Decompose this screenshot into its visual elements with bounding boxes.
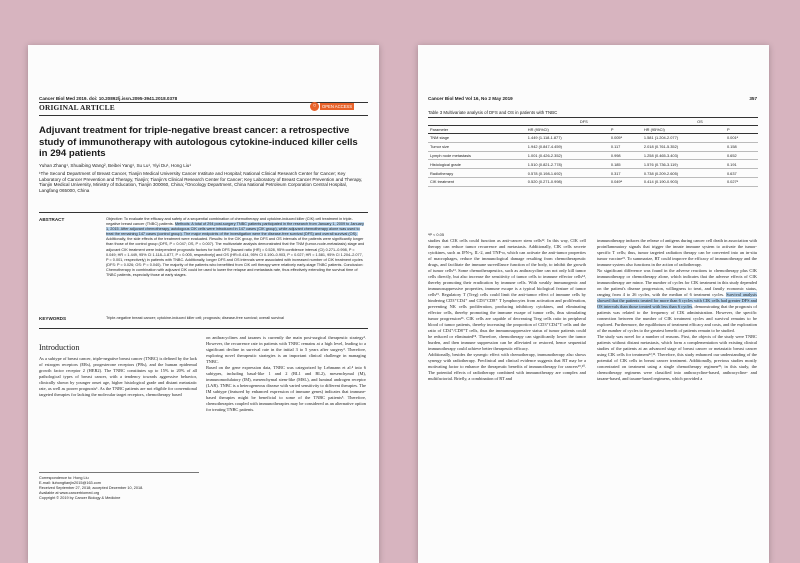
keywords-text: Triple-negative breast cancer; cytokine-induced killer cell; prognosis; disease-free survival; overall survival	[106, 316, 284, 320]
abstract-label: ABSTRACT	[39, 217, 65, 222]
table-group-empty	[428, 118, 526, 126]
author-list: Yuhan Zhang¹, Shuaibing Wang², Beibei Yang¹, Su Lu¹, Yiyi Du¹, Hong Liu¹	[39, 163, 191, 168]
table-group-dfs: DFS	[526, 118, 642, 126]
table-row	[428, 177, 758, 186]
journal-header: Cancer Biol Med 2019. doi: 10.20892/j.issn.2095-3941.2018.0378	[39, 96, 178, 101]
table-cell: 1.581 (1.204-2.077)	[642, 134, 725, 143]
table-row	[428, 134, 758, 143]
article-title: Adjuvant treatment for triple-negative breast cancer: a retrospective study of immunotherapy with autologous cytokine-induced killer cells in 294 patients	[39, 125, 358, 160]
table-group-row	[428, 118, 758, 126]
table-cell: TNM stage	[428, 134, 526, 143]
table-cell: 1.942 (0.847-4.459)	[526, 142, 609, 151]
table-cell: 0.027ᵃ	[725, 177, 758, 186]
discussion-text-b: , demonstrating that the prognosis of patients was related to the frequency of CIK administration. However, the specific connection between the number of CIK treatment cycles and survival remains to be explored. Furthermore, the equilibrium of treatment efficacy and costs, and the exploration of the number of cycles to the greatest benefit of patients remain to be studied. The study was novel for a number of reasons. First, the objects of the study were TNBC patients without distant metastasis, which form a complementation with existing clinical studies of the patients at an advanced stage of breast cancer or metastatic breast cancer using CIK cells for treatment¹²,²². Therefore, this study enhanced our understanding of the potential of CIK cells in breast cancer treatment. Additionally, previous studies mostly concentrated on treatment using a single chemotherapy regimen²³; in this study, the chemotherapy regimens were classified into anthracycline-based, anthracycline- and taxane-based, and taxane-based regimens, which provided a	[597, 304, 758, 381]
page-two	[418, 45, 769, 563]
abstract-rule	[39, 212, 368, 213]
table-cell: 2.018 (0.761-5.352)	[642, 142, 725, 151]
table-cell: 0.001ᵃ	[725, 134, 758, 143]
table-row	[428, 151, 758, 160]
table-cell: 0.652	[725, 151, 758, 160]
table-cell: 0.520 (0.271-0.998)	[526, 177, 609, 186]
table-cell: 0.738 (0.209-2.605)	[642, 169, 725, 178]
intro-column-right: on anthracyclines and taxanes is currently the main post-surgical therapeutic strategy². However, the recurrence rate in patients with TNBC remains at a high level, leading to a significant decline in survival rate in the initial 3 to 5 years after surgery³. Therefore, exploring novel therapeutic strategies is an important clinical challenge in managing TNBC. Based on the gene expression data, TNBC was categorized by Lehmann et al.⁴ into 6 subtypes, including basal-like 1 and 2 (BL1 and BL2), mesenchymal (M), immunomodulatory (IM), mesenchymal stem-like (MSL), and luminal androgen receptor (LAR). TNBC is a heterogeneous disease with varied sensitivity to different therapies. The IM subtype (featured by enhanced expression of immune genes) indicates that immune-based therapies might be beneficial to some of the TNBC patients⁵. Therefore, chemotherapies coupled with immunotherapies may be considered as an alternative option for treating TNBC patients.	[206, 335, 366, 412]
table-cell: Tumor size	[428, 142, 526, 151]
table-header-row	[428, 126, 758, 134]
table-cell: Radiotherapy	[428, 169, 526, 178]
discussion-column-left: studies that CIK cells could function as anti-cancer stem cells¹². In this way, CIK cell therapy can reduce tumor recurrence and metastasis. Additionally, CIK cells secrete cytokines, such as IFN-γ, IL-2, and TNF-α, which can activate the anti-tumor properties of macrophages, reduce the immunological damage resulting from chemotherapeutic drugs, and facilitate the immune surveillance function of the body, to inhibit the growth of tumor cells¹³. Some chemotherapeutics, such as anthracycline can not only kill tumor cells directly, but also increase the sensitivity of tumor cells to immune effector cells¹⁴, thereby promoting their eradication by immune cells. With weakly immunogenic and immunosuppressive properties, immune escape is a typical biological feature of tumor cells¹⁵. Regulatory T (Treg) cells could limit the anti-tumor effect of immune cells by hindering CD3⁺CD4⁺ and CD3⁺CD8⁺ T lymphocytes from activation and proliferation, preventing NK cells proliferation, producing inhibitory cytokines, and eliminating effector cells, thereby promoting the immune escape of tumor cells, thus stimulating tumor progression¹⁶. CIK cells are capable of decreasing Treg cells ratio in peripheral blood of tumor patients, thereby increasing the proportion of CD3⁺CD4⁺T cells and the ratio of CD4⁺/CD8⁺T cells, thus the immunosuppressive status of tumor patients could be reduced or eliminated¹⁸. Therefore, chemotherapy can significantly lower the tumor burden, and then immune suppression can be alleviated or restored, hence sequential immunotherapy could achieve better therapeutic efficacy. Additionally, besides the synergic effect with chemotherapy, immunotherapy also shows synergy with radiotherapy. Preclinical and clinical evidence suggests that RT may be a motivating factor to enhance the therapeutic benefits of immunotherapy for cancers¹⁹,²⁰. The potential effects of radiotherapy combined with immunotherapy are complex and multifactorial. Briefly, a combination of RT and	[428, 238, 586, 381]
table-cell: 1.510 (0.821-2.778)	[526, 160, 609, 169]
table-cell: 0.191	[725, 160, 758, 169]
abstract-methods-highlight: Methods: A total of 294 post-surgery TNBC patients participated in the research from January 1, 2009 to January 1, 2015. After adjuvant chemotherapy, autologous CIK cells were introduced in 147 cases (CIK group), while adjuvant chemotherapy alone was used to treat the remaining 147 cases (control group). The major endpoints of the investigation were the disease-free survival (DFS) and overall survival (OS).	[106, 222, 364, 237]
table-cell: 0.158	[725, 142, 758, 151]
keywords-label: KEYWORDS	[39, 316, 67, 321]
page-number: 357	[749, 96, 757, 101]
keywords-rule	[39, 328, 368, 329]
table-caption: Table 3 Multivariate analysis of DFS and OS in patients with TNBC	[428, 110, 558, 115]
table-cell: 1.258 (0.465-3.403)	[642, 151, 725, 160]
table-footnote: ᵃP < 0.05	[428, 232, 444, 237]
table-cell: 0.117	[609, 142, 642, 151]
journal-header: Cancer Biol Med Vol 16, No 2 May 2019	[428, 96, 513, 101]
table-cell: 0.578 (0.198-1.692)	[526, 169, 609, 178]
intro-column-left: As a subtype of breast cancer, triple-negative breast cancer (TNBC) is defined by the lack of estrogen receptors (ERs), progesterone receptors (PRs), and the human epidermal growth factor receptor 2 (HER2). The TNBC constitutes up to 15% to 20% of all pathological types of breast cancer, with a tendency towards aggressive behavior, clinically shown by younger onset age, higher histological grade and distant metastatic rate, as well as poorer prognosis¹. As the TNBC patients are not eligible for conventional targeted therapies for lacking the molecular target receptors, chemotherapy based	[39, 356, 197, 397]
abstract-conclusion: Conclusion: Chemotherapy in combination with adjuvant CIK could be used to lower the relapse and metastasis rate, thus effectively extending the survival time of TNBC patients, especially those at early stages.	[106, 262, 364, 278]
table-cell: 1.001 (0.426-2.352)	[526, 151, 609, 160]
table-cell: 0.317	[609, 169, 642, 178]
affiliations: ¹The Second Department of Breast Cancer, Tianjin Medical University Cancer Institute and Hospital; National Clinical Research Center for Cancer; Key Laboratory of Cancer Prevention and Therapy, Tianjin; Tianjin's Clinical Research Center for Cancer; Key Laboratory of Breast Cancer Prevention and Therapy, Tianjin Medical University, Ministry of Education, Tianjin 300060, China; ²Oncology Department, China National Petroleum Corporation Central Hospital, Langfang 065000, China	[39, 171, 363, 193]
discussion-column-right	[597, 238, 757, 382]
open-access-badge	[310, 102, 362, 111]
open-lock-icon: ○	[310, 102, 319, 111]
table-cell: 0.185	[609, 160, 642, 169]
table-header: P	[609, 126, 642, 134]
table-cell: 0.049ᵃ	[609, 177, 642, 186]
table-cell: 0.637	[725, 169, 758, 178]
table-cell: 1.449 (1.118-1.877)	[526, 134, 609, 143]
table-cell: 0.998	[609, 151, 642, 160]
abstract-objective: Objective: To evaluate the efficacy and safety of a sequential combination of chemotherapy and cytokine-induced killer (CIK) cell treatment in triple-negative breast cancer (TNBC) patients.	[106, 217, 353, 227]
title-rule	[39, 115, 368, 116]
discussion-text-a: immunotherapy induces the release of antigens during cancer cell death in association with proinflammatory signals that trigger the innate immune system to activate the tumor-specific T cells; thus, tumor targeted radiation therapy can be converted into an in-situ tumor vaccine²¹. To summarize, RT could improve the efficacy of immunotherapy and the immune system also functions in the action of radiotherapy. No significant difference was found in the adverse reactions to chemotherapy plus CIK immunotherapy or chemotherapy alone, which indicates that the adverse effects of CIK immunotherapy are minor. The number of cycles for CIK treatment in this study depended on the patient's disease progression, willingness to treat, and family economic status, ranging from 4 to 26 cycles, with the median of 6 treatment cycles.	[597, 238, 757, 297]
intro-heading: Introduction	[39, 343, 80, 352]
table-group-os: OS	[642, 118, 758, 126]
discussion-highlight: Survival analysis showed that the patients treated for more than 6 cycles with CIK cells had greater DFS and OS intervals than those treated with less than 6 cycles	[597, 292, 757, 309]
multivariate-table	[428, 117, 758, 187]
table-header: HR (95%CI)	[526, 126, 609, 134]
table-cell: 1.576 (0.736-3.119)	[642, 160, 725, 169]
table-header: P	[725, 126, 758, 134]
abstract-methods-rest: Additionally, the side effects of the treatment were evaluated.	[106, 237, 209, 242]
abstract-results: Results: In the CIK group, the DFS and OS intervals of the patients were significantly longer than those of the control group (DFS, P = 0.047; OS, P = 0.007). The multivariate analysis demonstrated that the TNM (tumor-node-metastasis) stage and adjuvant CIK treatment were independent prognostic factors for both DFS [hazard ratio (HR) = 0.528, 95% confidence interval (CI) 0.271–0.998, P = 0.049; HR = 1.449, 95% CI 1.118–1.877, P = 0.005, respectively] and OS (HR=0.414, 95% CI 0.190–0.903, P = 0.027; HR = 1.581, 95% CI 1.204–2.077, P = 0.001, respectively) in patients with TNBC. Additionally, longer DFS and OS intervals were associated with increased number of CIK treatment cycles (DFS: P = 0.026; OS: P = 0.040). The majority of the patients who benefitted from CIK cell therapy were relatively early-stage TNBC patients.	[106, 237, 365, 267]
table-cell: 0.005ᵃ	[609, 134, 642, 143]
table-cell: Lymph node metastasis	[428, 151, 526, 160]
page-one	[28, 45, 379, 563]
table-header: HR (95%CI)	[642, 126, 725, 134]
table-header: Parameter	[428, 126, 526, 134]
correspondence-note: Correspondence to: Hong Liu E-mail: liuhongtianjin2015@163.com Received September 27, 2018; accepted December 10, 2018. Available at www.cancerbiomed.org Copyright © 2019 by Cancer Biology & Medicine	[39, 472, 199, 501]
open-access-label: OPEN ACCESS	[322, 104, 353, 109]
table-row	[428, 160, 758, 169]
table-cell: CIK treatment	[428, 177, 526, 186]
table-cell: 0.414 (0.190-0.903)	[642, 177, 725, 186]
table-cell: Histological grade	[428, 160, 526, 169]
table-row	[428, 169, 758, 178]
abstract-text	[106, 217, 366, 278]
article-type: ORIGINAL ARTICLE	[39, 103, 115, 112]
table-row	[428, 142, 758, 151]
table-body	[428, 134, 758, 187]
